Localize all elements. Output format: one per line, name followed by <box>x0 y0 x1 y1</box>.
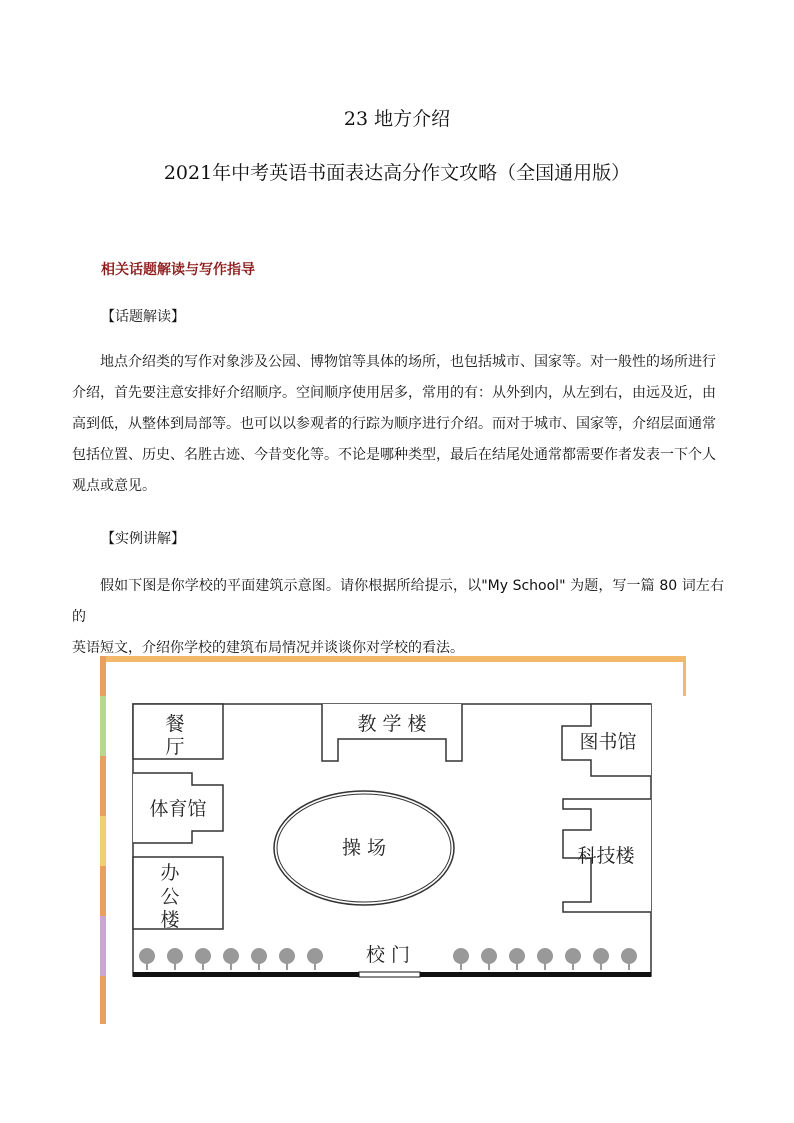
frame-top <box>100 656 686 662</box>
topic-line-4: 包括位置、历史、名胜古迹、今昔变化等。不论是哪种类型，最后在结尾处通常都需要作者发表一下个人 <box>72 447 716 463</box>
office-label-3: 楼 <box>160 909 180 931</box>
library-label: 图书馆 <box>579 731 637 753</box>
canteen-label-2: 厅 <box>165 736 185 758</box>
document-subtitle: 2021年中考英语书面表达高分作文攻略（全国通用版） <box>163 162 631 184</box>
office-label-1: 办 <box>160 862 180 884</box>
trees-left <box>139 948 323 970</box>
topic-label: 【话题解读】 <box>101 309 185 325</box>
canteen-label-1: 餐 <box>165 713 185 735</box>
wall-left <box>133 972 359 977</box>
office-label-2: 公 <box>160 886 180 908</box>
teaching-building-label: 教 学 楼 <box>357 713 427 735</box>
playground-label: 操 场 <box>341 837 387 859</box>
gate-label: 校 门 <box>365 944 411 966</box>
trees-right <box>453 948 637 970</box>
topic-paragraph <box>72 347 724 502</box>
topic-line-5: 观点或意见。 <box>72 478 156 494</box>
frame-left-yellow <box>100 816 106 866</box>
section-heading: 相关话题解读与写作指导 <box>101 262 255 278</box>
frame-right <box>683 656 686 696</box>
science-building-label: 科技楼 <box>577 845 635 867</box>
topic-line-1: 地点介绍类的写作对象涉及公园、博物馆等具体的场所，也包括城市、国家等。对一般性的场所进行 <box>100 354 716 370</box>
wall-right <box>420 972 651 977</box>
example-line-2: 英语短文，介绍你学校的建筑布局情况并谈谈你对学校的看法。 <box>72 640 464 656</box>
example-line-1: 假如下图是你学校的平面建筑示意图。请你根据所给提示，以"My School" 为题，写一篇 80 词左右的 <box>72 578 724 625</box>
document-title: 23 地方介绍 <box>343 108 451 130</box>
frame-left-green <box>100 696 106 756</box>
topic-line-3: 高到低，从整体到局部等。也可以以参观者的行踪为顺序进行介绍。而对于城市、国家等，介绍层面通常 <box>72 416 716 432</box>
frame-left-purple <box>100 916 106 976</box>
gym-label: 体育馆 <box>149 798 207 820</box>
school-map-figure <box>100 656 686 1024</box>
school-gate <box>359 972 420 977</box>
example-paragraph <box>72 571 724 664</box>
topic-line-2: 介绍，首先要注意安排好介绍顺序。空间顺序使用居多，常用的有：从外到内，从左到右，由远及近，由 <box>72 385 716 401</box>
example-label: 【实例讲解】 <box>101 531 185 547</box>
